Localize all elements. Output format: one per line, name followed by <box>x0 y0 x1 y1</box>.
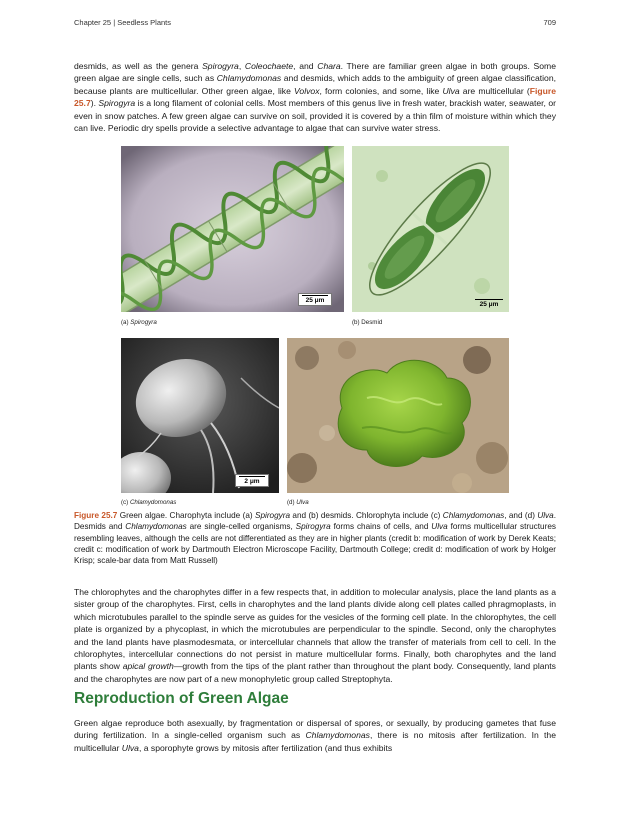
intro-paragraph: desmids, as well as the genera Spirogyra, Coleochaete, and Chara. There are familiar green algae in both groups. Some green algae are single cells, such as Chlamydomonas and desmids, which adds to the ambiguity of green algae classification, because plants are multicellular. Other green algae, like Volvox, form colonies, and some, like Ulva are multicellular (Figure 25.7). Spirogyra is a long filament of colonial cells. Most members of this genus live in fresh water, brackish water, seawater, or even in snow patches. A few green algae can survive on soil, provided it is covered by a thin film of moisture within which they can live. Periodic dry spells provide a selective advantage to algae that can survive water stress. <box>74 61 557 134</box>
chlamydomonas-image <box>121 338 279 493</box>
ulva-image <box>287 338 509 493</box>
chapter-header: Chapter 25 | Seedless Plants <box>74 18 172 27</box>
reproduction-paragraph: Green algae reproduce both asexually, by fragmentation or dispersal of spores, or sexually, by producing gametes that fuse during fertilization. In a single-celled organism such as Chlamydomonas, there is no mitosis after fertilization. In the multicellular Ulva, a sporophyte grows by mitosis after fertilization (and thus exhibits <box>74 718 556 753</box>
panel-d-label: (d) Ulva <box>287 499 309 506</box>
panel-c-label: (c) Chlamydomonas <box>121 499 177 506</box>
scale-bar-b: 25 μm <box>475 299 503 309</box>
figure-caption: Figure 25.7 Green algae. Charophyta include (a) Spirogyra and (b) desmids. Chlorophyta include (c) Chlamydomonas, and (d) Ulva. Desmids and Chlamydomonas are single-celled organisms, Spirogyra forms chains of cells, and Ulva forms multicellular structures resembling leaves, although the cells are not differentiated as they are in higher plants (credit b: modification of work by Derek Keats; credit c: modification of work by Dartmouth Electron Microscope Facility, Dartmouth College; credit d: modification of work by Holger Krisp; scale-bar data from Matt Russell) <box>74 511 556 566</box>
panel-a-label: (a) Spirogyra <box>121 319 157 326</box>
spirogyra-image <box>121 146 344 312</box>
scale-bar-c: 2 μm <box>235 474 269 488</box>
section-heading: Reproduction of Green Algae <box>74 690 289 707</box>
panel-b-label: (b) Desmid <box>352 319 383 326</box>
figure-reference-link[interactable]: Figure 25.7 <box>74 85 556 109</box>
desmid-image <box>352 146 509 312</box>
scale-bar-a: 25 μm <box>298 293 332 307</box>
comparison-paragraph: The chlorophytes and the charophytes differ in a few respects that, in addition to molecular analysis, place the land plants as a sister group of the charophytes. First, cells in charophytes and the land plants divide along cell plates called phragmoplasts, in which microtubules parallel to the spindle serve as guides for the vesicles of the forming cell plate. In the chlorophytes, the cell plate is organized by a phycoplast, in which the microtubules are perpendicular to the spindle. Second, only the charophytes and the land plants have plasmodesmata, or intercellular channels that allow the transfer of materials from cell to cell. In the chlorophytes, intercellular connections do not persist in mature multicellular forms. Finally, both charophytes and the land plants show apical growth—growth from the tips of the plant rather than throughout the plant body. Consequently, land plants and the charophytes are now part of a new monophyletic group called Streptophyta. <box>74 587 556 684</box>
page-number: 709 <box>543 18 556 27</box>
